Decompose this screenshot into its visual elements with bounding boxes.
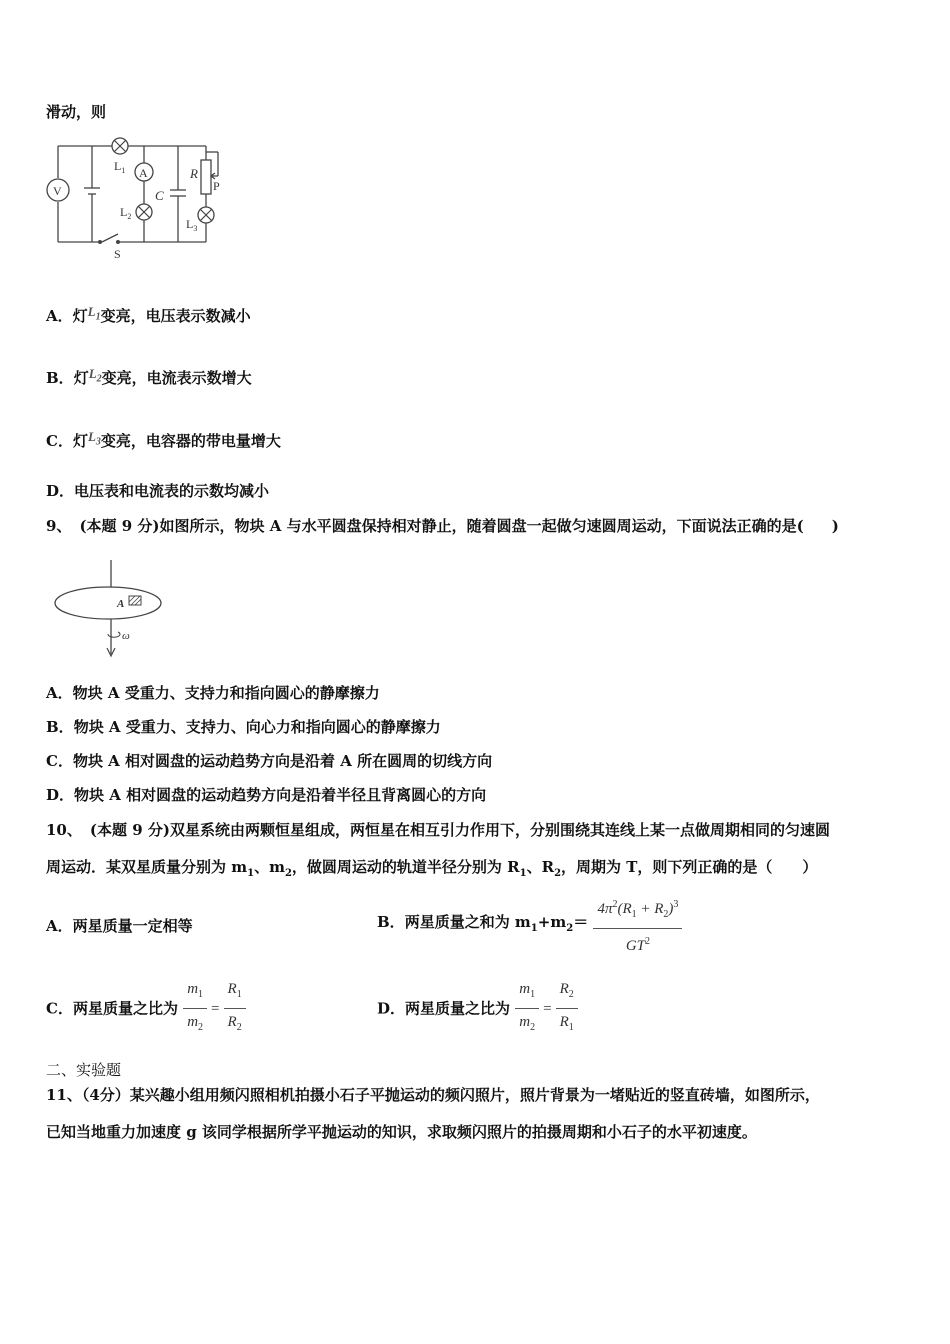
question-continuation: 滑动，则: [46, 103, 107, 121]
turntable-figure: [50, 556, 170, 662]
q10-option-a: A．两星质量一定相等: [46, 917, 193, 935]
lamp-l2-label: L: [120, 205, 128, 219]
svg-text:L3: $L_3$: [186, 217, 198, 233]
q8-option-a: A．灯$L_1$变亮，电压表示数减小: [46, 304, 251, 325]
q9-option-a: A．物块 A 受重力、支持力和指向圆心的静摩擦力: [46, 684, 380, 702]
omega-label: ω: [122, 630, 130, 642]
q10-stem-line2: 周运动．某双星质量分别为 $m_1$、$m_2$，做圆周运动的轨道半径分别为 $R_1$、$R_2$，周期为 T，则下列正确的是（ ）: [46, 858, 818, 879]
q9-option-b: B．物块 A 受重力、支持力、向心力和指向圆心的静摩擦力: [46, 718, 441, 736]
ammeter-label: A: [139, 166, 148, 180]
q8-option-b: B．灯$L_2$变亮，电流表示数增大: [46, 366, 252, 387]
switch-label: S: [114, 247, 121, 261]
q10-option-d: D．两星质量之比为 $\frac{m_1}{m_2}$ = $\frac{R_2}{R_1}$: [377, 978, 578, 1039]
q11-stem-line1: 11、（4分）某兴趣小组用频闪照相机拍摄小石子平抛运动的频闪照片，照片背景为一堵贴近的竖直砖墙，如图所示，: [46, 1086, 820, 1104]
q10-option-b: B．两星质量之和为 $m_1+m_2=$ $\frac{4\pi^2(R_1 + R_2)^3}{GT^2}$: [377, 894, 682, 957]
q9-stem: 9、 (本题 9 分)如图所示，物块 A 与水平圆盘保持相对静止，随着圆盘一起做匀速圆周运动，下面说法正确的是( ): [46, 517, 839, 535]
circuit-diagram: [40, 132, 230, 262]
block-a-label: A: [117, 598, 125, 610]
q9-option-c: C．物块 A 相对圆盘的运动趋势方向是沿着 A 所在圆周的切线方向: [46, 752, 493, 770]
radius-ratio-fraction: $\frac{R_2}{R_1}$: [556, 978, 578, 1039]
q8-option-d: D．电压表和电流表的示数均减小: [46, 482, 270, 500]
svg-text:L1: $L_1$: [114, 159, 126, 175]
q9-option-d: D．物块 A 相对圆盘的运动趋势方向是沿着半径且背离圆心的方向: [46, 786, 487, 804]
resistor-label: R: [190, 166, 198, 181]
q10-stem-line1: 10、 (本题 9 分)双星系统由两颗恒星组成，两恒星在相互引力作用下，分别围绕其连线上某一点做周期相同的匀速圆: [46, 821, 830, 839]
voltmeter-label: V: [53, 184, 62, 198]
lamp-l1-label: L: [114, 159, 122, 173]
lamp-l3-label: L: [186, 217, 194, 231]
capacitor-label: C: [155, 188, 164, 203]
mass-ratio-fraction: $\frac{m_1}{m_2}$: [515, 978, 539, 1039]
mass-ratio-fraction: $\frac{m_1}{m_2}$: [183, 978, 207, 1039]
svg-text:L2: $L_2$: [120, 205, 132, 221]
q10-option-c: C．两星质量之比为 $\frac{m_1}{m_2}$ = $\frac{R_1}{R_2}$: [46, 978, 246, 1039]
slider-label: P: [213, 179, 220, 193]
section-title: 二、实验题: [46, 1061, 122, 1079]
q11-stem-line2: 已知当地重力加速度 g 该同学根据所学平抛运动的知识，求取频闪照片的拍摄周期和小石子的水平初速度。: [46, 1123, 757, 1141]
radius-ratio-fraction: $\frac{R_1}{R_2}$: [224, 978, 246, 1039]
q8-option-c: C．灯$L_3$变亮，电容器的带电量增大: [46, 429, 281, 450]
mass-sum-formula: $\frac{4\pi^2(R_1 + R_2)^3}{GT^2}$: [593, 894, 682, 957]
